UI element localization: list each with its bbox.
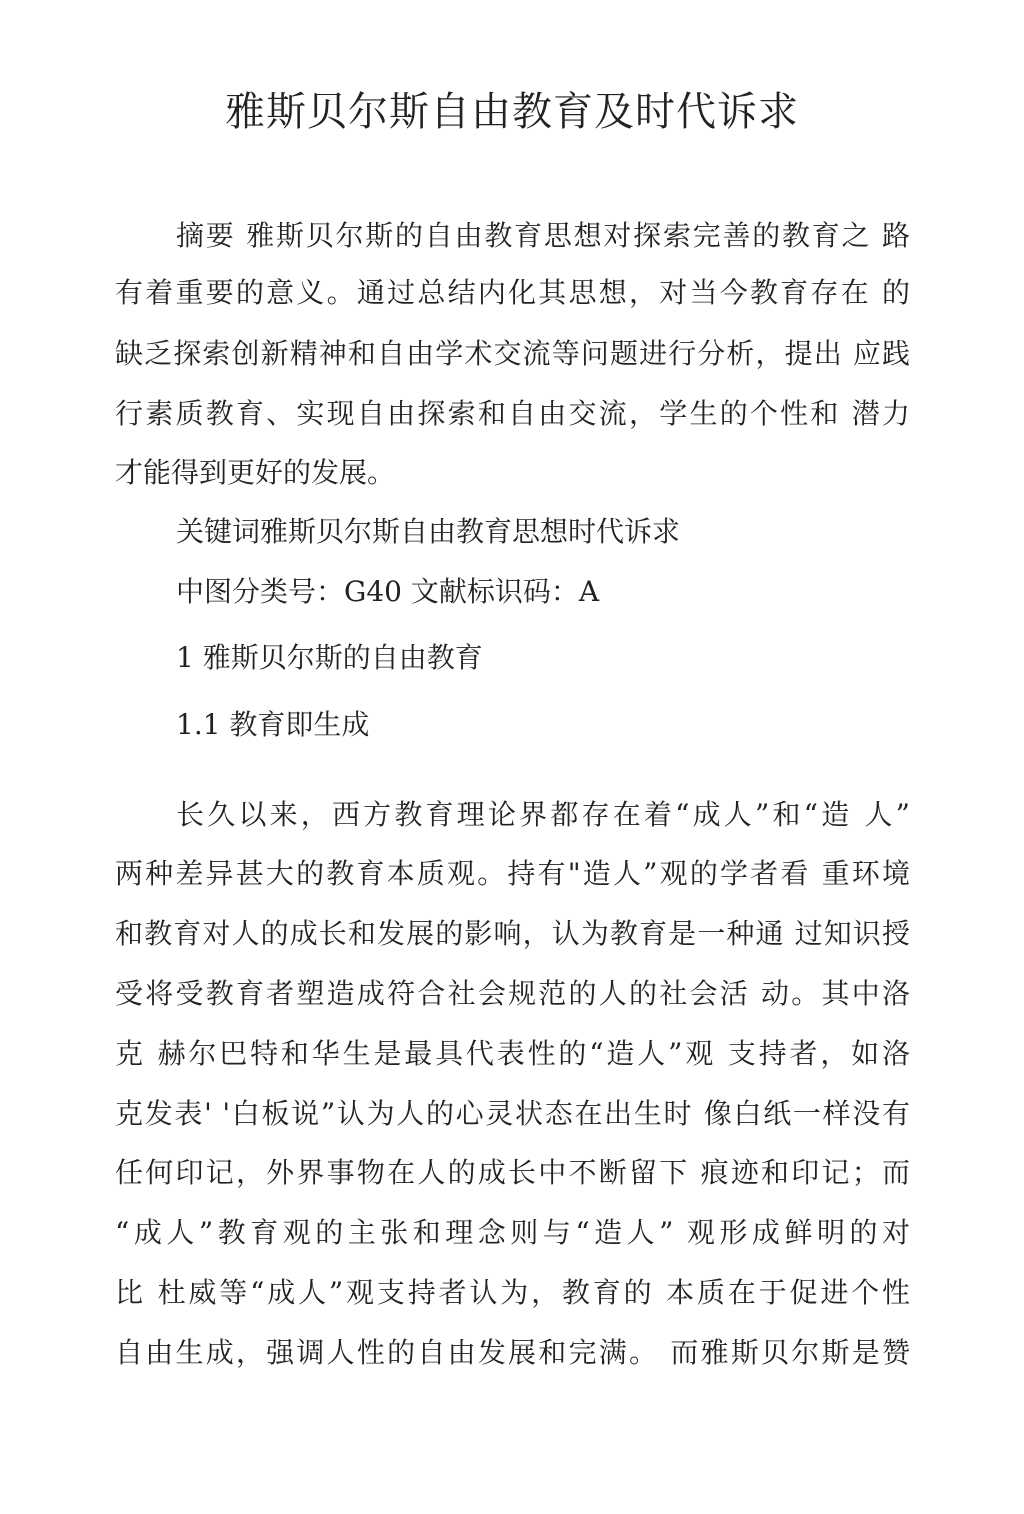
body-line: 受将受教育者塑造成符合社会规范的人的社会活 动。其中洛 xyxy=(115,977,910,1010)
abstract-line: 有着重要的意义。通过总结内化其思想，对当今教育存在 的 xyxy=(115,276,910,309)
body-line: 长久以来，西方教育理论界都存在着“成人”和“造 人” xyxy=(176,798,910,831)
body-line: 两种差异甚大的教育本质观。持有"造人”观的学者看 重环境 xyxy=(115,857,910,890)
subsection-heading: 1.1 教育即生成 xyxy=(176,708,370,741)
body-line: 自由生成，强调人性的自由发展和完满。 而雅斯贝尔斯是赞 xyxy=(115,1336,910,1369)
body-line: 克发表' '白板说”认为人的心灵状态在出生时 像白纸一样没有 xyxy=(115,1097,910,1130)
abstract-line: 缺乏探索创新精神和自由学术交流等问题进行分析，提出 应践 xyxy=(115,337,910,370)
body-line: 比 杜威等“成人”观支持者认为，教育的 本质在于促进个性 xyxy=(115,1276,910,1309)
body-line: 任何印记，外界事物在人的成长中不断留下 痕迹和印记；而 xyxy=(115,1156,910,1189)
body-line: 克 赫尔巴特和华生是最具代表性的“造人”观 支持者，如洛 xyxy=(115,1037,910,1070)
keywords: 关键词雅斯贝尔斯自由教育思想时代诉求 xyxy=(176,515,681,548)
abstract-line: 摘要 雅斯贝尔斯的自由教育思想对探索完善的教育之 路 xyxy=(176,219,910,252)
document-title: 雅斯贝尔斯自由教育及时代诉求 xyxy=(225,89,799,135)
abstract-line: 行素质教育、实现自由探索和自由交流，学生的个性和 潜力 xyxy=(115,397,910,430)
classification-code: 中图分类号：G40 文献标识码：A xyxy=(176,575,600,608)
abstract-line: 才能得到更好的发展。 xyxy=(115,456,396,489)
body-line: 和教育对人的成长和发展的影响，认为教育是一种通 过知识授 xyxy=(115,917,910,950)
section-heading: 1 雅斯贝尔斯的自由教育 xyxy=(176,641,483,674)
body-line: “成人”教育观的主张和理念则与“造人” 观形成鲜明的对 xyxy=(115,1216,910,1249)
